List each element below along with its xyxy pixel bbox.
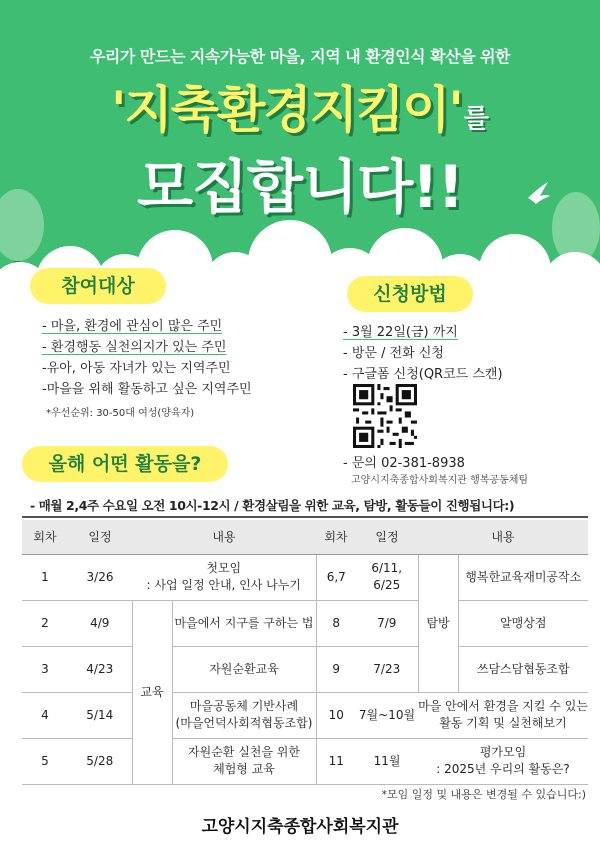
list-item: -마을을 위해 활동하고 싶은 지역주민 — [42, 382, 252, 397]
session-date: 4/9 — [68, 600, 132, 646]
activities-heading: 올해 어떤 활동을? — [22, 446, 228, 482]
participants-list — [42, 316, 252, 400]
session-content: 평가모임 : 2025년 우리의 활동은? — [418, 738, 588, 784]
session-number: 9 — [316, 646, 356, 692]
session-date: 4/23 — [68, 646, 132, 692]
schedule-info: - 매월 2,4주 수요일 오전 10시-12시 / 환경살림을 위한 교육, 탐방, 활동들이 진행됩니다:) — [30, 498, 515, 513]
qr-code-icon[interactable] — [353, 384, 417, 448]
title-particle: 를 — [463, 104, 489, 134]
session-date: 7/9 — [356, 600, 418, 646]
apply-list — [343, 322, 503, 385]
list-item: - 마을, 환경에 관심이 많은 주민 — [42, 319, 223, 334]
table-row — [22, 600, 588, 646]
hero-banner — [0, 0, 600, 300]
organization-name: 고양시지축종합사회복지관 — [201, 817, 399, 837]
session-content: 첫모임 : 사업 일정 안내, 인사 나누기 — [132, 554, 316, 600]
apply-heading: 신청방법 — [347, 276, 473, 312]
session-content: 알맹상점 — [458, 600, 588, 646]
table-row — [22, 738, 588, 784]
priority-note: *우선순위: 30-50대 여성(양육자) — [46, 408, 195, 419]
session-content: 행복한교육재미공작소 — [458, 554, 588, 600]
program-name: '지축환경지킴이' — [111, 81, 462, 139]
session-content: 쓰담스담협동조합 — [458, 646, 588, 692]
divider — [22, 516, 588, 518]
change-notice: *모임 일정 및 내용은 변경될 수 있습니다:) — [381, 788, 586, 801]
session-number: 11 — [316, 738, 356, 784]
session-date: 5/28 — [68, 738, 132, 784]
session-date: 3/26 — [68, 554, 132, 600]
list-item: -유아, 아동 자녀가 있는 지역주민 — [42, 361, 231, 376]
session-content: 자원순환교육 — [172, 646, 316, 692]
table-row — [22, 692, 588, 738]
poster-subtitle: 우리가 만드는 지속가능한 마을, 지역 내 환경인식 확산을 위한 — [89, 47, 511, 66]
session-date: 7월~10월 — [356, 692, 418, 738]
session-content: 마을에서 지구를 구하는 법 — [172, 600, 316, 646]
session-date: 5/14 — [68, 692, 132, 738]
contact-phone: - 문의 02-381-8938 — [343, 456, 465, 471]
column-header: 내용 — [418, 520, 588, 554]
session-number: 2 — [22, 600, 68, 646]
recruiting-headline: 모집합니다!! — [136, 153, 464, 221]
list-item: - 방문 / 전화 신청 — [343, 346, 444, 361]
column-header: 일정 — [356, 520, 418, 554]
session-content: 마을 안에서 환경을 지킬 수 있는 활동 기획 및 실천해보기 — [418, 692, 588, 738]
session-number: 4 — [22, 692, 68, 738]
table-row — [22, 554, 588, 600]
session-date: 7/23 — [356, 646, 418, 692]
session-number: 5 — [22, 738, 68, 784]
column-header: 회차 — [22, 520, 68, 554]
list-item: - 환경행동 실천의지가 있는 주민 — [42, 340, 227, 355]
category-label: 탐방 — [418, 554, 458, 692]
session-number: 6,7 — [316, 554, 356, 600]
session-date: 6/11, 6/25 — [356, 554, 418, 600]
session-number: 3 — [22, 646, 68, 692]
column-header: 회차 — [316, 520, 356, 554]
column-header: 일정 — [68, 520, 132, 554]
session-date: 11월 — [356, 738, 418, 784]
session-number: 1 — [22, 554, 68, 600]
list-item: - 구글폼 신청(QR코드 스캔) — [343, 367, 503, 382]
schedule-table — [22, 520, 588, 785]
poster-title — [0, 70, 600, 142]
table-header-row — [22, 520, 588, 554]
list-item: - 3월 22일(금) 까지 — [343, 325, 458, 340]
team-name: 고양시지축종합사회복지관 행복공동체팀 — [351, 475, 529, 486]
category-label: 교육 — [132, 600, 172, 784]
participants-heading: 참여대상 — [30, 268, 166, 304]
table-row — [22, 646, 588, 692]
session-number: 8 — [316, 600, 356, 646]
session-content: 마을공동체 기반사례 (마을언덕사회적협동조합) — [172, 692, 316, 738]
session-number: 10 — [316, 692, 356, 738]
column-header: 내용 — [132, 520, 316, 554]
session-content: 자원순환 실천을 위한 체험형 교육 — [172, 738, 316, 784]
